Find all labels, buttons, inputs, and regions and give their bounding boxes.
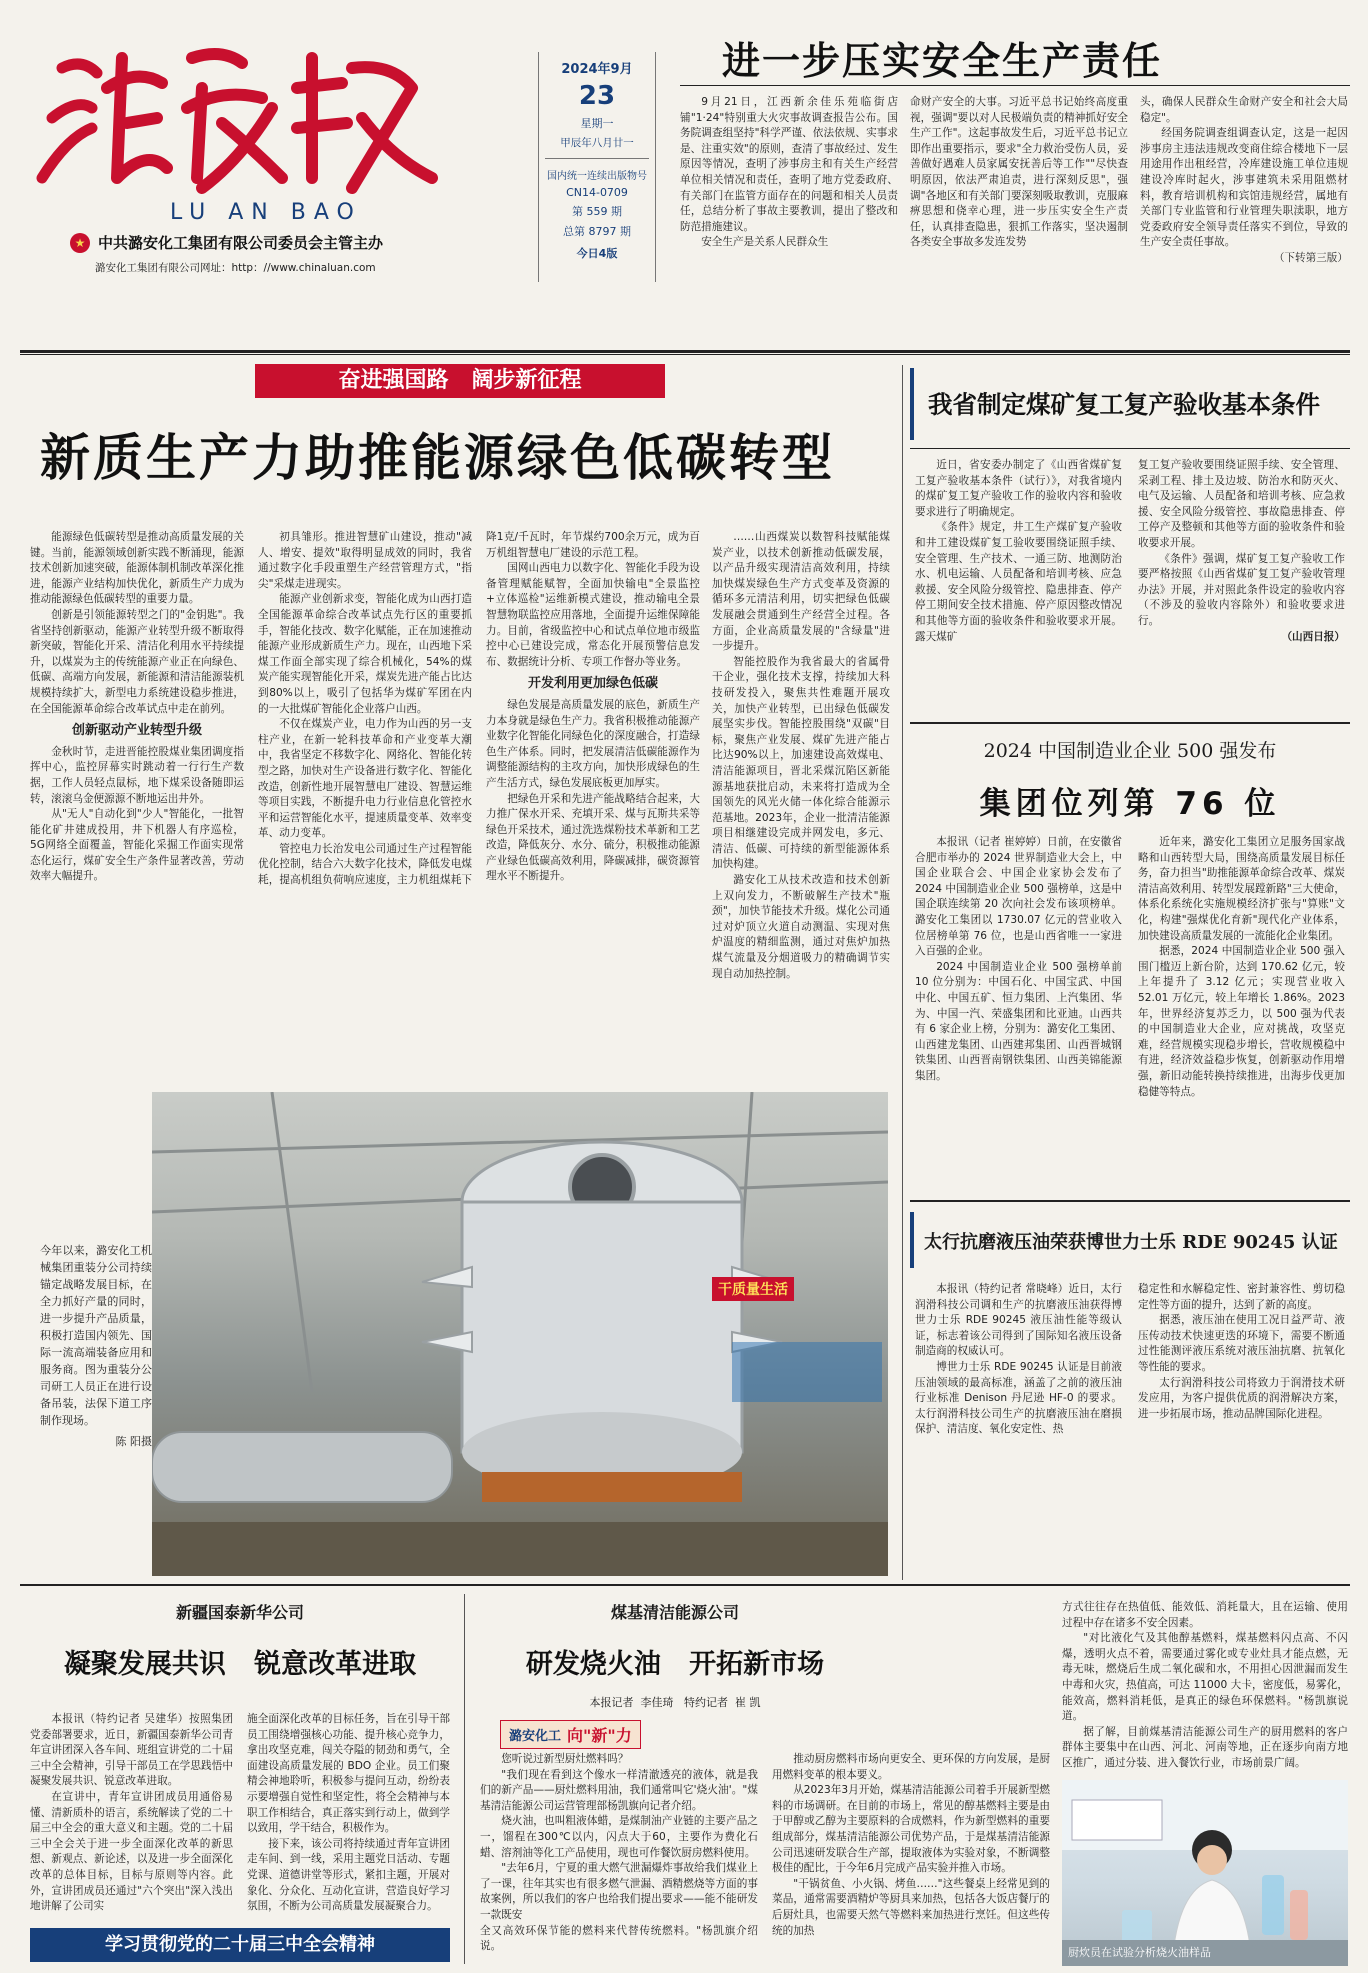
- taihang-p2: 博世力士乐 RDE 90245 认证是目前液压油领域的最高标准，涵盖了之前的液压油行业标准 Denison 丹尼逊 HF-0 的要求。太行润滑科技公司生产的抗磨液压油在磨损保护、清洁度、氧化安定性、热: [915, 1360, 1122, 1436]
- xinjiang-footer-text: 学习贯彻党的二十届三中全会精神: [105, 1934, 375, 1955]
- coal-title: 我省制定煤矿复工复产验收基本条件: [928, 390, 1320, 419]
- coal-title-box: [910, 368, 1350, 440]
- top500-body: [915, 835, 1345, 1190]
- coal-body: [915, 458, 1345, 713]
- banner: [255, 364, 665, 398]
- fuel-p5: 全又高效环保节能的燃料来代替传统燃料。"杨凯旗介绍说。: [480, 1924, 758, 1953]
- serial-label: 国内统一连续出版物号: [547, 171, 647, 182]
- lead-p13: 智能控股作为我省最大的省属骨干企业，强化技术支撑，持续加大科技研发投入，聚焦共性难题开展攻关，加快产业转型，已出绿色低碳发展坚实步伐。智能控股围绕"双碳"目标，聚焦产业发展、煤矿先进产能占比达90%以上，加速建设高效煤电、清洁能源项目，晋北采煤沉陷区新能源基地获批启动，未来将打造成为全国领先的风光火储一体化综合能源示范基地。2023年，企业一批清洁能源项目相继建设完成并网发电，多元、清洁、低碳、可持续的新型能源体系加快构建。: [712, 655, 890, 871]
- issue-number: 第 559 期: [572, 205, 622, 218]
- fuel-title: 研发烧火油 开拓新市场: [525, 1649, 825, 1680]
- fuel-tag-a: 潞安化工: [509, 1729, 562, 1744]
- lab-technician-icon: [1062, 1780, 1348, 1966]
- lead-p14: 潞安化工从技术改造和技术创新上双向发力，不断破解生产技术"瓶颈"，加快节能技术升级。煤化公司通过对炉顶立火道自动测温、实现对焦炉温度的精细监测，通过对焦炉加热煤气流量及分烟道吸力的精确调节实现自动加热控制。: [712, 874, 890, 980]
- coal-p3: 复工复产验收要围绕证照手续、安全管理、采剥工程、排土及边坡、防治水和防灭火、电气及运输、人员配备和培训考核、应急救援、安全风险分级管控、事故隐患排查、停工停产及整顿和其他等方面的验收条件和验收要求开展。: [1138, 459, 1345, 549]
- xinjiang-footer-banner: [30, 1928, 450, 1962]
- lead-p1: 能源绿色低碳转型是推动高质量发展的关键。当前，能源领域创新实践不断涌现，能源技术创新加速突破，能源体制机制改革深化推进，能源产业结构加快优化，新质生产力成为推动能源绿色低碳转型的重要力量。: [30, 531, 244, 606]
- date-weekday: 星期一: [580, 117, 614, 130]
- factory-equipment-icon: [152, 1092, 888, 1576]
- top-col-1-text: 9月21日，江西新余佳乐苑临街店铺"1·24"特别重大火灾事故调查报告公布。国务院调查组坚持"科学严谨、依法依规、实事求是、注重实效"的原则，查清了事故经过、发生原因等情况，查明了涉事房主和有关生产经营单位相关情况和责任，查明了地方党委政府、有关部门在监管方面存在的问题和相关人员责任，总结分析了事故主要教训，提出了整改和防范措施建议。: [680, 96, 898, 233]
- fuel-p8: "干锅贫鱼、小火锅、烤鱼……"这些餐桌上经常见到的菜品，通常需要酒精炉等厨具来加热，包括各大饭店餐厅的后厨灶具，也需要天然气等燃料来加热进行烹饪。但这些传统的加热: [772, 1877, 1050, 1937]
- photo-sign-text: 干质量生活: [712, 1277, 794, 1301]
- coal-p4: 《条件》强调，煤矿复工复产验收工作要严格按照《山西省煤矿复工复产验收管理办法》开展，并对照此条件设定的验收内容（不涉及的验收内容除外）和验收要求进行。: [1138, 552, 1345, 627]
- fuel-p10: "对比液化气及其他醇基燃料，煤基燃料闪点高、不闪爆，透明火点不着，需要通过雾化或专业灶具才能点燃，无毒无味，燃烧后生成二氧化碳和水，不用担心因泄漏而发生中毒和火灾，热值高，可达 11000 大卡，密度低，易雾化，能效高，燃料消耗低，是真正的绿色环保燃料。"杨凯旗说道。: [1062, 1632, 1348, 1723]
- masthead-pinyin: LU AN BAO: [170, 200, 362, 225]
- xinjiang-p3: 施全面深化改革的目标任务，旨在引导干部员工围绕增强核心功能、提升核心竞争力，拿出攻坚克难，闯关夺隘的韧劲和勇气，全面建设高质量发展的 BDO 企业。员工们聚精会神地聆听，积极参与提问互动，纷纷表示要增强自觉性和坚定性，将全会精神与本职工作相结合，真正落实到行动上，做到学以致用，学干结合，积极作为。: [247, 1713, 450, 1835]
- lead-p9: 国网山西电力以数字化、智能化手段为设备管理赋能赋智，全面加快输电"全景监控+立体巡检"运维新模式建设，推动输电全景智慧物联监控应用落地，全面提升运维保障能力。目前，省级监控中心和试点单位地市级监控中心已建设完成，常态化开展预警信息发布、数据统计分析、专项工作督办等业务。: [486, 562, 700, 668]
- lead-p11: 把绿色开采和先进产能战略结合起来，大力推广保水开采、充填开采、煤与瓦斯共采等绿色开采技术，通过洗选煤粉技术革新和工艺改造，降低灰分、水分、硫分，积极推动能源产业绿色低碳高效利用，降碳减排，碳资源管理水平不断提升。: [486, 792, 700, 883]
- fuel-photo-sign: 厨炊员在试验分析烧火油样品: [1068, 1946, 1211, 1959]
- top-col-1: [680, 95, 898, 390]
- fuel-tag: [500, 1720, 641, 1749]
- top-col-1b-text: 安全生产是关系人民群众生: [701, 236, 829, 249]
- xinjiang-p4: 接下来，该公司将持续通过青年宣讲团走车间、到一线，采用主题党日活动、专题党课、道德讲堂等形式，紧扣主题，开展对象化、分众化、互动化宣讲，营造良好学习氛围，不断为公司高质量发展凝聚合力。: [247, 1837, 450, 1913]
- top-col-2: [910, 95, 1128, 390]
- date-day: 23: [578, 81, 616, 111]
- fuel-p6: 推动厨房燃料市场向更安全、更环保的方向发展，是厨用燃料变革的根本要义。: [772, 1753, 1050, 1781]
- taihang-title-box: [910, 1212, 1350, 1268]
- top500-title: 集团位列第 76 位: [979, 786, 1281, 822]
- sponsor-line: [70, 232, 383, 253]
- taihang-p4: 据悉，液压油在使用工况日益严苛、液压传动技术快速更迭的环境下，需要不断通过性能测评液压系统对液压油抗磨、抗氧化等性能的要求。: [1138, 1314, 1345, 1373]
- lead-p2: 创新是引领能源转型之门的"金钥匙"。我省坚持创新驱动，能源产业转型升级不断取得新突破，智能化开采、清洁化利用水平持续提升，以煤炭为主的传统能源产业正在向绿色、低碳、高端方向发展，新能源和清洁能源装机规模持续扩大，新型电力系统建设稳步推进，在全国能源革命综合改革试点中走在前列。: [30, 608, 244, 715]
- fuel-tag-b: 向"新"力: [567, 1726, 632, 1745]
- cn-number: CN14-0709: [566, 186, 628, 199]
- lead-p4: 从"无人"自动化到"少人"智能化，一批智能化矿井建成投用，井下机器人有序巡检，5G网络全面覆盖，智能化采掘工作面实现常态化运行，煤矿安全生产条件显著改善，劳动效率大幅提升。: [30, 808, 244, 883]
- lead-subhead-1: 创新驱动产业转型升级: [71, 723, 202, 739]
- lead-p7: 不仅在煤炭产业，电力作为山西的另一支柱产业，在新一轮科技革命和产业变革大潮中，我省坚定不移数字化、网络化、智能化转型之路，加快对生产设备进行数字化、智能化改造，创新性地开展智慧电厂建设、智慧运维等项目实践，不断提升电力行业信息化管控水平和运营智能化水平，提速质量变革、效率变革、动力变革。: [258, 718, 472, 840]
- main-photo: [152, 1092, 888, 1576]
- fuel-body: [480, 1752, 1050, 1964]
- banner-text: 奋进强国路 阔步新征程: [338, 368, 582, 393]
- top500-p2: 2024 中国制造业企业 500 强榜单前 10 位分别为：中国石化、中国宝武、中国中化、中国五矿、恒力集团、上汽集团、华为、中国一汽、荣盛集团和比亚迪。山西共有 6 家企业上榜，分别为：潞安化工集团、山西建龙集团、山西建邦集团、山西晋城钢铁集团、山西晋南钢铁集团、山西美锦能源集团。: [915, 960, 1122, 1082]
- xinjiang-body: [30, 1712, 450, 1922]
- fuel-p1: 您听说过新型厨灶燃料吗？: [501, 1753, 629, 1765]
- coal-p1: 近日，省安委办制定了《山西省煤矿复工复产验收基本条件（试行）》，对我省境内的煤矿复工复产验收工作的验收内容和验收要求进行了明确规定。: [915, 459, 1122, 518]
- taihang-body: [915, 1282, 1345, 1582]
- party-emblem-icon: ★: [70, 233, 90, 253]
- lead-p12: ……山西煤炭以数智科技赋能煤炭产业，以技术创新推动低碳发展，以产品升级实现清洁高效利用，持续加快煤炭绿色生产方式变革及资源的循环多元清洁利用，切实把绿色低碳发展融会贯通到生产经营全过程。各方面，企业高质量发展的"含绿量"进一步提升。: [712, 531, 890, 653]
- lead-p3: 金秋时节，走进晋能控股煤业集团调度指挥中心，监控屏幕实时跳动着一行行生产数据，工作人员轻点鼠标，地下煤采设备随即运转，滚滚乌金便源源不断地运出井外。: [30, 745, 244, 805]
- fuel-p9: 方式往往存在热值低、能效低、消耗量大，且在运输、使用过程中存在诸多不安全因素。: [1062, 1601, 1348, 1629]
- taihang-p5: 太行润滑科技公司将致力于润滑技术研发应用，为客户提供优质的润滑解决方案，进一步拓展市场，推动品牌国际化进程。: [1138, 1376, 1345, 1420]
- lead-p6: 能源产业创新求变，智能化成为山西打造全国能源革命综合改革试点先行区的重要抓手，智能化技改、数字化赋能，正在加速推动能源产业形成新质生产力。现在，山西地下采煤工作面全部实现了综合机械化，54%的煤炭产能实现智能化开采，煤炭先进产能占比达到80%以上，吸引了包括华为煤矿军团在内的一大批煤矿智能化企业落户山西。: [258, 593, 472, 715]
- taihang-title: 太行抗磨液压油荣获博世力士乐 RDE 90245 认证: [924, 1232, 1338, 1253]
- xinjiang-p2: 在宣讲中，青年宣讲团成员用通俗易懂、清新质朴的语言，系统解读了党的二十届三中全会的重大意义和主题。党的二十届三中全会关于进一步全面深化改革的新思想、新观点、新论述，以及进一步全面深化改革的总体目标，目标与原则等内容。此外，宣讲团成员还通过"六个突出"深入浅出地讲解了公司实: [30, 1790, 233, 1913]
- photo-caption-author: 陈 阳摄: [115, 1435, 152, 1448]
- fuel-p4: "去年6月，宁夏的重大燃气泄漏爆炸事故给我们煤业上了一课，往年其实也有很多燃气泄漏、酒精燃烧等方面的事故案例，所以我们的客户也给我们提出要求——能不能研发一款既安: [480, 1862, 758, 1921]
- xinjiang-p1: 本报讯（特约记者 吴建华）按照集团党委部署要求，近日，新疆国泰新华公司青年宣讲团深入各车间、班组宣讲党的二十届三中全会精神，引导干部员工在学思践悟中凝聚发展共识、锐意改革进取。: [30, 1713, 233, 1788]
- top500-p3: 近年来，潞安化工集团立足服务国家战略和山西转型大局，围绕高质量发展目标任务，奋力担当"助推能源革命综合改革、煤炭清洁高效利用、转型发展蹚新路"三大使命，体系化系统化实施规模经济扩张与"算账"文化，构建"强煤优化育新"现代化产业体系，加快建设高质量发展的一流能化企业集团。: [1138, 836, 1345, 942]
- top-col-3b-text: 经国务院调查组调查认定，这是一起因涉事房主违法违规改变商住综合楼地下一层用途用作出租经营，冷库建设施工单位违规建设冷库时起火，涉事建筑未采用阻燃材料，教育培训机构和宾馆违规经营，属地有关部门专业监管和行业管理失职渎职，地方党委政府安全领导责任落实不到位，导致的生产安全责任事故。: [1140, 127, 1348, 249]
- coal-p2: 《条件》规定，井工生产煤矿复产验收和井工建设煤矿复工验收要围绕证照手续、安全管理、生产技术、一通三防、地测防治水、机电运输、人员配备和培训考核、应急救援、安全风险分级管控、隐患排查、停产停工期间安全技术措施、停产原因整改情况和其他等方面的验收条件和验收要求开展。露天煤矿: [915, 521, 1122, 643]
- lead-title: 新质生产力助推能源绿色低碳转型: [40, 429, 835, 487]
- fuel-photo: [1062, 1780, 1348, 1966]
- top-col-3-text: 头，确保人民群众生命财产安全和社会大局稳定"。: [1140, 96, 1348, 124]
- lead-body: [30, 530, 700, 1090]
- logo-calligraphy-icon: [22, 28, 452, 198]
- website-line: 潞安化工集团有限公司网址：http：//www.chinaluan.com: [95, 262, 376, 274]
- fuel-kicker: 煤基清洁能源公司: [610, 1603, 739, 1622]
- page-count: 今日4版: [576, 247, 618, 260]
- top500-p4: 据悉，2024 中国制造业企业 500 强入围门槛迈上新台阶，达到 170.62 亿元，较上年提升了 3.12 亿元；实现营业收入 52.01 万亿元，较上年增长 1.86%。2023 年，世界经济复苏乏力，以 500 强为代表的中国制造业大企业，应对挑战，攻坚克难，经营规模实现稳步增长，营收规模稳中有进，经济效益稳步恢复，创新驱动作用增强，新旧动能转换持续推进，出海步伐更加稳健等特点。: [1138, 945, 1345, 1098]
- masthead-logo: [22, 28, 452, 198]
- taihang-p3: 稳定性和水解稳定性、密封兼容性、剪切稳定性等方面的提升，达到了新的高度。: [1138, 1283, 1345, 1311]
- date-box: [538, 52, 656, 282]
- top-title: 进一步压实安全生产责任: [722, 39, 1163, 83]
- lead-p5: 初具雏形。推进智慧矿山建设，推动"减人、增安、提效"取得明显成效的同时，我省通过数字化手段重塑生产经营管理方式，"指尖"采煤走进现实。: [258, 531, 472, 590]
- fuel-p2: "我们现在看到这个像水一样清澈透亮的液体，就是我们的新产品——厨灶燃料用油，我们通常叫它'烧火油'。"煤基清洁能源公司运营管理部杨凯旗向记者介绍。: [480, 1768, 758, 1812]
- sponsor-text: 中共潞安化工集团有限公司委员会主管主办: [98, 234, 384, 252]
- lead-p8: 管控电力长治发电公司通过生产过程智能优化控制，结合六大数字化技术，降低发电煤耗，提高机组负荷响应速度，主力机组煤耗下降1克/千瓦时，年节煤约700余万元，成为百万机组智慧电厂建设的示范工程。: [258, 531, 700, 887]
- photo-caption: [40, 1242, 152, 1450]
- top-continue-note: （下转第三版）: [1273, 251, 1348, 264]
- xinjiang-kicker: 新疆国泰新华公司: [175, 1603, 304, 1622]
- total-issue: 总第 8797 期: [563, 225, 631, 238]
- top500-p1: 本报讯（记者 崔婷婷）日前，在安徽省合肥市举办的 2024 世界制造业大会上，中国企业联合会、中国企业家协会发布了 2024 中国制造业企业 500 强榜单，这是中国企联连续第 20 次向社会发布该项榜单。潞安化工集团以 1730.07 亿元的营业收入位居榜单第 76 位，也是山西省唯一一家进入百强的企业。: [915, 836, 1122, 958]
- photo-caption-text: 今年以来，潞安化工机械集团重装分公司持续锚定战略发展目标，在全力抓好产量的同时，进一步提升产品质量，积极打造国内领先、国际一流高端装备应用和服务商。图为重装分公司研工人员正在进行设备吊装，法保下道工序制作现场。: [40, 1244, 152, 1427]
- fuel-right-col: [1062, 1600, 1348, 1776]
- coal-source: （山西日报）: [1281, 630, 1345, 643]
- date-lunar: 甲辰年八月廿一: [560, 137, 634, 149]
- fuel-p7: 从2023年3月开始，煤基清洁能源公司着手开展新型燃料的市场调研。在目前的市场上，常见的醇基燃料主要是由于甲醇或乙醇为主要原料的合成燃料，作为新型燃料的重要组成部分，煤基清洁能源公司优势产品，于是煤基清洁能源公司迅速研发联合生产部，提取液体为实验对象，不断调整极佳的配比，于今年6月完成产品实验并推入市场。: [772, 1784, 1050, 1875]
- lead-p10: 绿色发展是高质量发展的底色，新质生产力本身就是绿色生产力。我省积极推动能源产业数字化智能化同绿色化的深度融合，打造绿色生产体系。同时，把发展清洁低碳能源作为调整能源结构的主攻方向，加快形成绿色的生产生活方式，绿色发展底板更加厚实。: [486, 698, 700, 789]
- top500-kicker: 2024 中国制造业企业 500 强发布: [983, 740, 1277, 762]
- lead-col-4: [712, 530, 890, 1090]
- top-col-2-text: 命财产安全的大事。习近平总书记始终高度重视，强调"要以对人民极端负责的精神抓好安全生产工作"。这起事故发生后，习近平总书记立即作出重要指示，要求"全力救治受伤人员，妥善做好遇难人员家属安抚善后等工作""尽快查明原因，依法严肃追责，进行深刻反思"，强调"各地区和有关部门要深刻吸取教训，克服麻痹思想和侥幸心理，进一步压实安全生产责任，认真排查隐患，狠抓工作落实，坚决遏制各类安全事故多发连发势: [910, 96, 1128, 249]
- fuel-byline: 本报记者 李佳琦 特约记者 崔 凯: [589, 1696, 761, 1709]
- fuel-p3: 烧火油，也叫粗液体蜡，是煤制油产业链的主要产品之一，馏程在300℃以内，闪点大于60，主要作为费化石蜡、溶剂油等化工产品使用，现也可作餐饮厨房燃料使用。: [480, 1815, 758, 1859]
- xinjiang-title: 凝聚发展共识 锐意改革进取: [63, 1649, 417, 1680]
- lead-subhead-2: 开发利用更加绿色低碳: [527, 676, 658, 692]
- fuel-p11: 据了解，目前煤基清洁能源公司生产的厨用燃料的客户群体主要集中在山西、河北、河南等地，正在逐步向南方地区推广，通过分装、进入餐饮行业，市场前景广阔。: [1062, 1725, 1348, 1769]
- date-year-month: 2024年9月: [561, 62, 633, 77]
- taihang-p1: 本报讯（特约记者 常晓峰）近日，太行润滑科技公司调和生产的抗磨液压油获得博世力士乐 RDE 90245 液压油性能等级认证，标志着该公司得到了国际知名液压设备制造商的权威认可。: [915, 1283, 1122, 1358]
